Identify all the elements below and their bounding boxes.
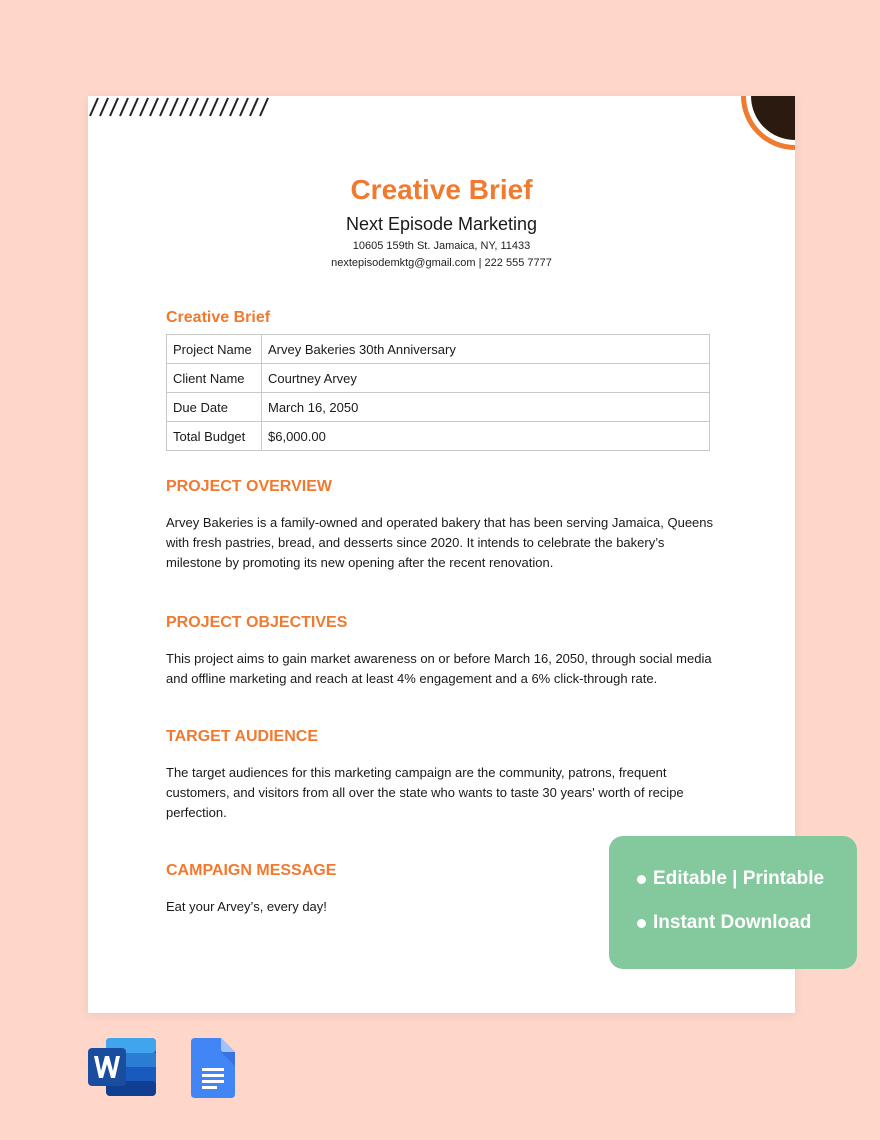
objectives-text: This project aims to gain market awareness on or before March 16, 2050, through social media and offline marketing and reach at least 4% engagement and a 6% click-through rate.	[166, 651, 712, 686]
table-label: Client Name	[167, 364, 262, 393]
table-value: March 16, 2050	[262, 393, 710, 422]
badge-item-download	[637, 912, 811, 934]
brief-table	[166, 334, 710, 451]
company-contact: nextepisodemktg@gmail.com | 222 555 7777	[331, 257, 552, 269]
company-address: 10605 159th St. Jamaica, NY, 11433	[352, 240, 531, 252]
table-value: $6,000.00	[262, 422, 710, 451]
google-docs-icon[interactable]	[191, 1038, 235, 1098]
brief-table-heading: Creative Brief	[166, 309, 271, 326]
bullet-icon	[637, 919, 646, 928]
bullet-icon	[637, 875, 646, 884]
corner-circle-decoration	[735, 96, 795, 156]
badge-item-label: Instant Download	[653, 912, 812, 933]
table-label: Project Name	[167, 335, 262, 364]
objectives-heading: PROJECT OBJECTIVES	[166, 614, 348, 631]
table-value: Arvey Bakeries 30th Anniversary	[262, 335, 710, 364]
table-row	[167, 364, 710, 393]
feature-badge	[609, 836, 857, 969]
table-row	[167, 422, 710, 451]
badge-item-label: Editable | Printable	[653, 868, 825, 889]
table-row	[167, 393, 710, 422]
message-heading: CAMPAIGN MESSAGE	[166, 862, 337, 879]
badge-item-editable	[637, 868, 824, 890]
overview-text: Arvey Bakeries is a family-owned and operated bakery that has been serving Jamaica, Queens with fresh pastries, bread, and desserts since 2020. It intends to celebrate the bakery’s milestone by promoting its new opening after the recent renovation.	[166, 515, 714, 570]
message-text: Eat your Arvey’s, every day!	[166, 899, 327, 914]
hatch-decoration	[88, 96, 278, 118]
microsoft-word-icon[interactable]	[88, 1038, 156, 1096]
overview-heading: PROJECT OVERVIEW	[166, 478, 332, 495]
audience-heading: TARGET AUDIENCE	[166, 728, 318, 745]
table-label: Due Date	[167, 393, 262, 422]
document-title: Creative Brief	[350, 174, 533, 205]
table-value: Courtney Arvey	[262, 364, 710, 393]
audience-text: The target audiences for this marketing campaign are the community, patrons, frequent customers, and visitors from all over the state who wants to taste 30 years' worth of recipe perfection.	[166, 765, 684, 820]
company-name: Next Episode Marketing	[345, 214, 538, 234]
table-label: Total Budget	[167, 422, 262, 451]
table-row	[167, 335, 710, 364]
